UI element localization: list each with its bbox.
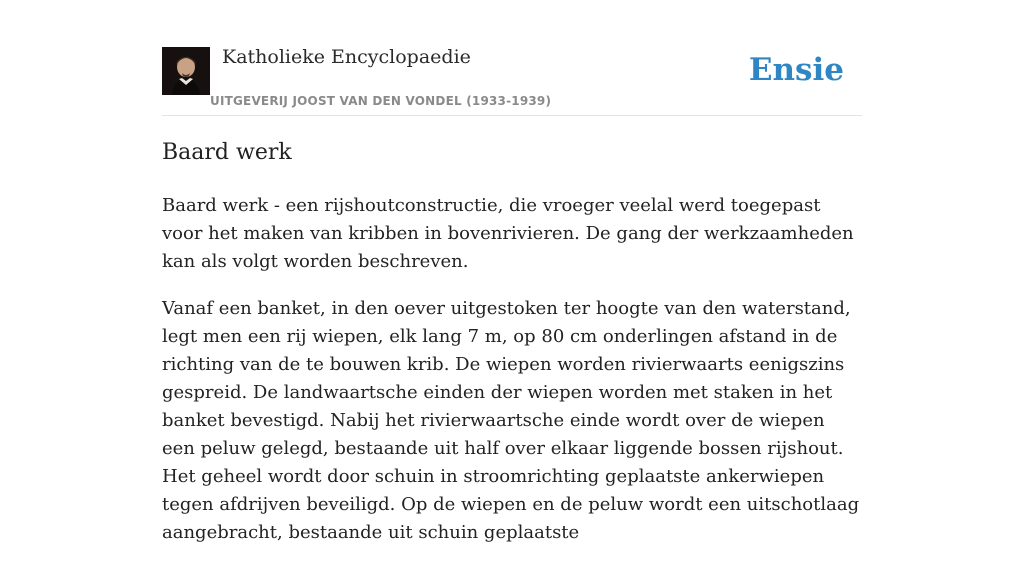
article-paragraph: Vanaf een banket, in den oever uitgestoken ter hoogte van den waterstand, legt men een rij wiepen, elk lang 7 m, op 80 cm onderlingen afstand in de richting van de te bouwen krib. De wiepen worden rivierwaarts eenigszins gespreid. De landwaartsche einden der wiepen worden met staken in het banket bevestigd. Nabij het rivierwaartsche einde wordt over de wiepen een peluw gelegd, bestaande uit half over elkaar liggende bossen rijshout. Het geheel wordt door schuin in stroomrichting geplaatste ankerwiepen tegen afdrijven beveiligd. Op de wiepen en de peluw wordt een uitschotlaag aangebracht, bestaande uit schuin geplaatste — [162, 298, 860, 543]
article-paragraph: Baard werk - een rijshoutconstructie, die vroeger veelal werd toegepast voor het maken van kribben in bovenrivieren. De gang der werkzaamheden kan als volgt worden beschreven. — [162, 195, 854, 272]
ensie-logo-link[interactable]: Ensie — [748, 52, 844, 88]
publication-header — [162, 40, 862, 116]
article-title: Baard werk — [162, 140, 292, 165]
article-body — [162, 192, 862, 566]
publisher-subtitle: UITGEVERIJ JOOST VAN DEN VONDEL (1933-1939) — [210, 94, 552, 108]
publication-avatar[interactable] — [162, 47, 210, 95]
portrait-icon — [162, 47, 210, 95]
publication-title[interactable]: Katholieke Encyclopaedie — [222, 46, 471, 68]
